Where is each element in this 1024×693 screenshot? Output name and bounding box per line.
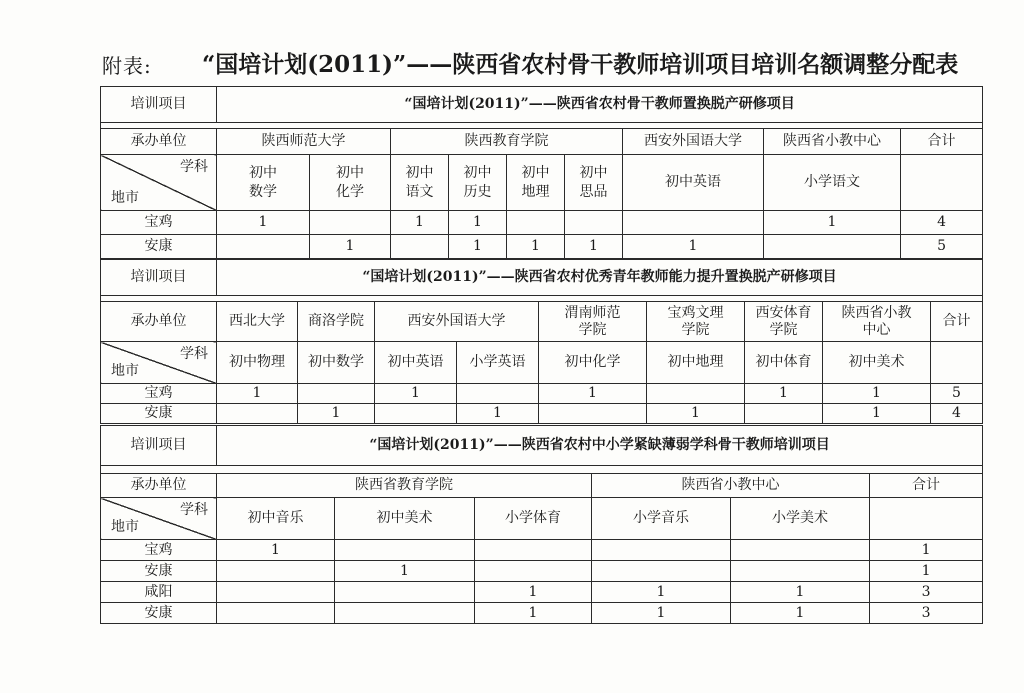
total-empty [931,342,983,384]
table-youth-teacher-training [100,259,983,424]
subject-cell: 小学音乐 [592,498,731,540]
table-replacement-training [100,86,983,259]
data-cell [310,211,391,235]
data-cell: 1 [475,603,592,624]
subject-cell: 初中数学 [298,342,375,384]
subject-cell: 初中体育 [745,342,823,384]
city-label: 地市 [111,190,139,206]
subject-cell: 小学语文 [764,155,901,211]
city-cell: 安康 [101,235,217,259]
subject-cell: 初中地理 [647,342,745,384]
appendix-prefix: 附表: [102,54,152,78]
total-cell: 1 [870,540,983,561]
unit-row [101,129,983,155]
data-cell: 1 [745,384,823,404]
subject-cell: 初中美术 [335,498,475,540]
subject-row [101,155,983,211]
total-label: 合计 [931,302,983,342]
city-cell: 安康 [101,561,217,582]
data-cell [592,561,731,582]
total-empty [870,498,983,540]
data-cell: 1 [449,211,507,235]
data-cell: 1 [375,384,457,404]
total-cell: 5 [931,384,983,404]
unit-cell: 渭南师范 学院 [539,302,647,342]
city-label: 地市 [111,519,139,535]
city-label: 地市 [111,363,139,379]
table-shortage-subject-training [100,425,983,624]
table-row [101,561,983,582]
data-cell: 1 [623,235,764,259]
project-title: “国培计划(2011)”——陕西省农村中小学紧缺薄弱学科骨干教师培训项目 [217,426,983,466]
table-row [101,582,983,603]
data-cell: 1 [823,384,931,404]
total-cell: 1 [870,561,983,582]
data-cell [731,561,870,582]
diagonal-header [101,155,217,211]
data-cell: 1 [592,582,731,603]
subject-cell: 小学美术 [731,498,870,540]
city-cell: 安康 [101,603,217,624]
unit-cell: 西北大学 [217,302,298,342]
unit-label: 承办单位 [101,302,217,342]
unit-cell: 陕西省小教中心 [764,129,901,155]
unit-cell: 陕西省小教 中心 [823,302,931,342]
table-row [101,211,983,235]
data-cell [335,582,475,603]
data-cell [217,582,335,603]
subject-cell: 初中化学 [539,342,647,384]
project-row [101,87,983,123]
total-label: 合计 [870,474,983,498]
total-cell: 4 [931,404,983,424]
data-cell [375,404,457,424]
table-row [101,384,983,404]
data-cell: 1 [335,561,475,582]
unit-cell: 西安外国语大学 [375,302,539,342]
data-cell: 1 [217,384,298,404]
project-row [101,260,983,296]
subject-cell: 初中 语文 [391,155,449,211]
subject-cell: 初中 数学 [217,155,310,211]
data-cell: 1 [565,235,623,259]
data-cell [217,561,335,582]
data-cell: 1 [457,404,539,424]
table-row [101,235,983,259]
data-cell: 1 [823,404,931,424]
data-cell [647,384,745,404]
unit-label: 承办单位 [101,474,217,498]
data-cell: 1 [731,582,870,603]
subject-cell: 初中物理 [217,342,298,384]
data-cell: 1 [507,235,565,259]
data-cell [217,235,310,259]
data-cell: 1 [449,235,507,259]
project-label: 培训项目 [101,87,217,123]
total-cell: 3 [870,603,983,624]
subject-cell: 初中 历史 [449,155,507,211]
data-cell [475,561,592,582]
unit-label: 承办单位 [101,129,217,155]
total-cell: 5 [901,235,983,259]
data-cell [539,404,647,424]
subject-row [101,342,983,384]
project-title: “国培计划(2011)”——陕西省农村骨干教师置换脱产研修项目 [217,87,983,123]
unit-row [101,474,983,498]
data-cell [475,540,592,561]
subject-cell: 初中音乐 [217,498,335,540]
data-cell [217,603,335,624]
unit-cell: 陕西教育学院 [391,129,623,155]
project-label: 培训项目 [101,260,217,296]
total-cell: 3 [870,582,983,603]
city-cell: 宝鸡 [101,211,217,235]
subject-cell: 小学英语 [457,342,539,384]
data-cell [764,235,901,259]
data-cell: 1 [539,384,647,404]
unit-cell: 陕西省教育学院 [217,474,592,498]
table-row [101,540,983,561]
subject-row [101,498,983,540]
data-cell: 1 [592,603,731,624]
data-cell: 1 [731,603,870,624]
diagonal-header [101,342,217,384]
data-cell: 1 [764,211,901,235]
data-cell [623,211,764,235]
diagonal-header [101,498,217,540]
data-cell [565,211,623,235]
city-cell: 宝鸡 [101,540,217,561]
subject-cell: 初中美术 [823,342,931,384]
data-cell: 1 [310,235,391,259]
unit-cell: 陕西师范大学 [217,129,391,155]
unit-cell: 陕西省小教中心 [592,474,870,498]
subject-cell: 初中 化学 [310,155,391,211]
project-title: “国培计划(2011)”——陕西省农村优秀青年教师能力提升置换脱产研修项目 [217,260,983,296]
project-row [101,426,983,466]
subject-cell: 初中 思品 [565,155,623,211]
data-cell [457,384,539,404]
total-label: 合计 [901,129,983,155]
data-cell [592,540,731,561]
data-cell [391,235,449,259]
unit-cell: 宝鸡文理 学院 [647,302,745,342]
project-label: 培训项目 [101,426,217,466]
total-cell: 4 [901,211,983,235]
data-cell: 1 [217,540,335,561]
data-cell [298,384,375,404]
subject-label: 学科 [180,502,208,518]
total-empty [901,155,983,211]
document-title: “国培计划(2011)”——陕西省农村骨干教师培训项目培训名额调整分配表 [202,51,959,78]
unit-cell: 商洛学院 [298,302,375,342]
data-cell [731,540,870,561]
data-cell: 1 [217,211,310,235]
subject-cell: 初中 地理 [507,155,565,211]
data-cell: 1 [298,404,375,424]
unit-cell: 西安体育 学院 [745,302,823,342]
subject-label: 学科 [180,346,208,362]
data-cell: 1 [391,211,449,235]
table-row [101,603,983,624]
subject-label: 学科 [180,159,208,175]
data-cell [745,404,823,424]
data-cell [507,211,565,235]
document-heading [0,44,1024,80]
unit-row [101,302,983,342]
city-cell: 宝鸡 [101,384,217,404]
subject-cell: 初中英语 [375,342,457,384]
subject-cell: 初中英语 [623,155,764,211]
data-cell [335,540,475,561]
data-cell [335,603,475,624]
data-cell: 1 [475,582,592,603]
city-cell: 咸阳 [101,582,217,603]
data-cell: 1 [647,404,745,424]
unit-cell: 西安外国语大学 [623,129,764,155]
subject-cell: 小学体育 [475,498,592,540]
city-cell: 安康 [101,404,217,424]
table-row [101,404,983,424]
data-cell [217,404,298,424]
